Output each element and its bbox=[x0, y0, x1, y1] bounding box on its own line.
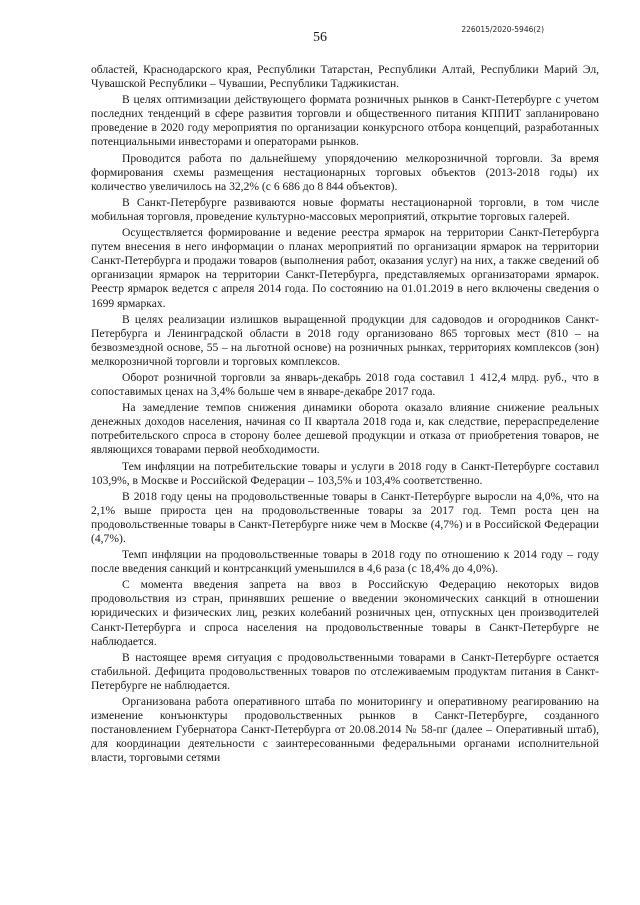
paragraph: Тем инфляции на потребительские товары и услуги в 2018 году в Санкт-Петербурге составил 103,9%, в Москве и Российской Федерации – 103,5% и 103,4% соответственно. bbox=[91, 459, 599, 487]
paragraph: Темп инфляции на продовольственные товары в 2018 году по отношению к 2014 году – году после введения санкций и контрсанкций уменьшился в 4,6 раза (с 18,4% до 4,0%). bbox=[91, 548, 599, 576]
paragraph: Осуществляется формирование и ведение реестра ярмарок на территории Санкт-Петербурга путем внесения в него информации о планах мероприятий по организации ярмарок на территории Санкт-Петербурга и продажи товаров (выполнения работ, оказания услуг) на них, а также сведений об организации ярмарок на территории Санкт-Петербурга, представляемых организаторами ярмарок. Реестр ярмарок ведется с апреля 2014 года. По состоянию на 01.01.2019 в него включены сведения о 1699 ярмарках. bbox=[91, 226, 599, 310]
paragraph: На замедление темпов снижения динамики оборота оказало влияние снижение реальных денежных доходов населения, начиная со II квартала 2018 года и, как следствие, перераспределение потребительского спроса в сторону более дешевой продукции и отказа от приобретения товаров, не являющихся товарами первой необходимости. bbox=[91, 401, 599, 457]
document-code: 226015/2020-5946(2) bbox=[461, 25, 544, 34]
page-number: 56 bbox=[313, 30, 327, 45]
paragraph: Проводится работа по дальнейшему упорядочению мелкорозничной торговли. За время формирования схемы размещения нестационарных торговых объектов (2013-2018 годы) их количество увеличилось на 32,2% (с 6 686 до 8 844 объектов). bbox=[91, 151, 599, 193]
paragraph: областей, Краснодарского края, Республики Татарстан, Республики Алтай, Республики Марий Эл, Чувашской Республики – Чувашии, Республики Таджикистан. bbox=[91, 63, 599, 91]
body-text bbox=[91, 63, 599, 768]
paragraph: В 2018 году цены на продовольственные товары в Санкт-Петербурге выросли на 4,0%, что на 2,1% выше прироста цен на продовольственные товары за 2017 год. Темп роста цен на продовольственные товары в Санкт-Петербурге ниже чем в Москве (4,7%) и в Российской Федерации (4,7%). bbox=[91, 489, 599, 545]
paragraph: Организована работа оперативного штаба по мониторингу и оперативному реагированию на изменение конъюнктуры продовольственных рынков в Санкт-Петербурге, созданного постановлением Губернатора Санкт-Петербурга от 20.08.2014 № 58-пг (далее – Оперативный штаб), для координации деятельности с заинтересованными федеральными органами исполнительной власти, торговыми сетями bbox=[91, 695, 599, 765]
paragraph: В Санкт-Петербурге развиваются новые форматы нестационарной торговли, в том числе мобильная торговля, проведение культурно-массовых мероприятий, открытие торговых галерей. bbox=[91, 195, 599, 223]
paragraph: С момента введения запрета на ввоз в Российскую Федерацию некоторых видов продовольствия из стран, принявших решение о введении экономических санкций в отношении юридических и физических лиц, резких колебаний розничных цен, отпускных цен производителей Санкт-Петербурга и спроса населения на продовольственные товары в Санкт-Петербурге не наблюдается. bbox=[91, 578, 599, 648]
paragraph: Оборот розничной торговли за январь-декабрь 2018 года составил 1 412,4 млрд. руб., что в сопоставимых ценах на 3,4% больше чем в январе-декабре 2017 года. bbox=[91, 370, 599, 399]
paragraph: В целях оптимизации действующего формата розничных рынков в Санкт-Петербурге с учетом последних тенденций в сфере развития торговли и общественного питания КППИТ запланировано проведение в 2020 году мероприятия по организации конкурсного отбора концепций, разработанных потенциальными инвесторами и операторами рынков. bbox=[91, 93, 599, 149]
paragraph: В целях реализации излишков выращенной продукции для садоводов и огородников Санкт-Петербурга и Ленинградской области в 2018 году организовано 865 торговых мест (810 – на безвозмездной основе, 55 – на льготной основе) на розничных рынках, территориях комплексов (зон) мелкорозничной торговли и торговых комплексов. bbox=[91, 312, 599, 368]
paragraph: В настоящее время ситуация с продовольственными товарами в Санкт-Петербурге остается стабильной. Дефицита продовольственных товаров по отслеживаемым продуктам питания в Санкт-Петербурге не наблюдается. bbox=[91, 650, 599, 692]
